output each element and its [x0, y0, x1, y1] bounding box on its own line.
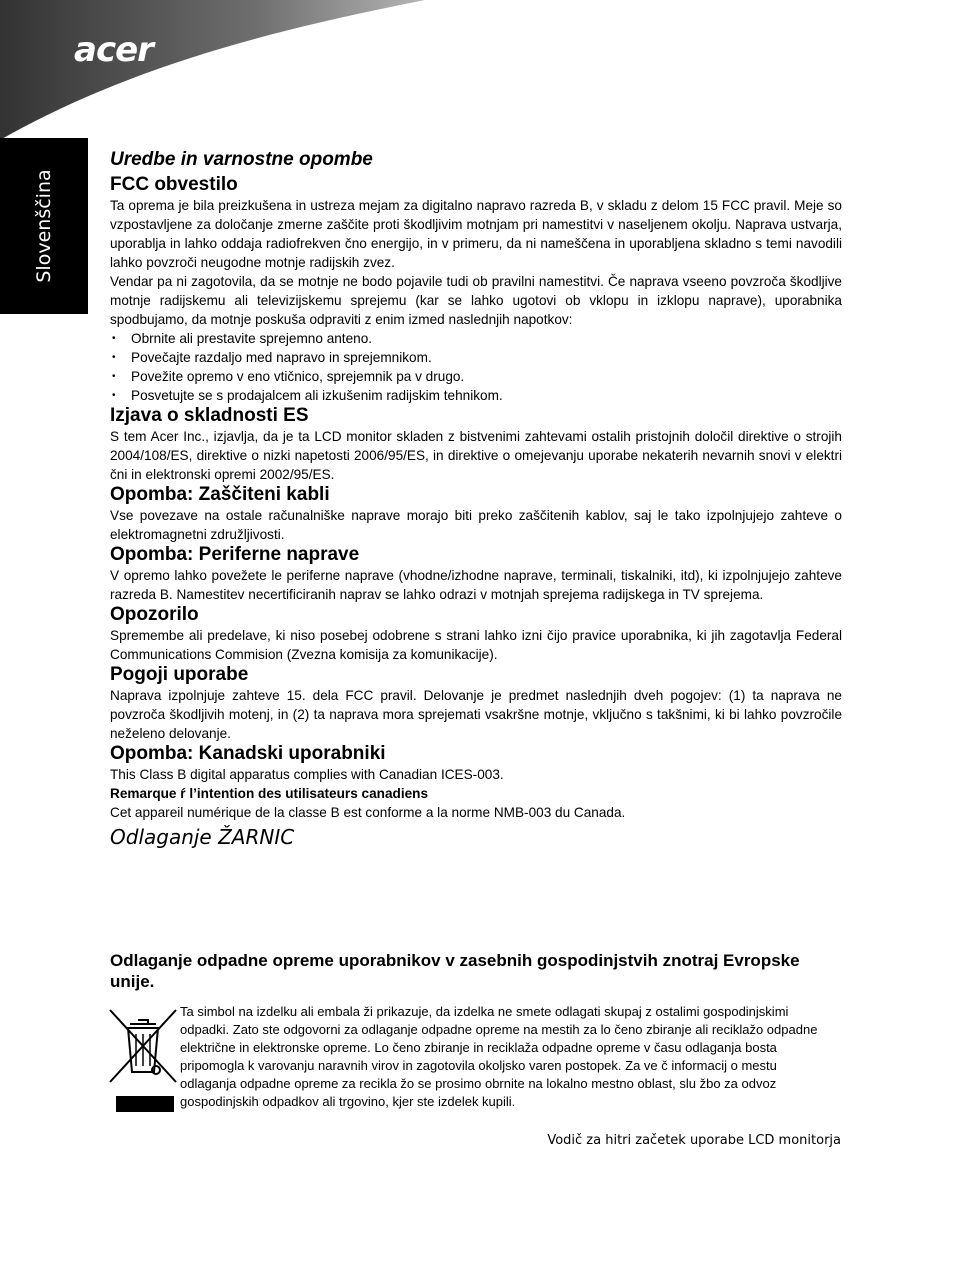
language-side-tab	[0, 138, 88, 314]
list-item: • Posvetujte se s prodajalcem ali izkušenim radijskim tehnikom.	[110, 386, 842, 405]
shielded-cables-heading: Opomba: Zaščiteni kabli	[110, 484, 330, 505]
peripheral-heading: Opomba: Periferne naprave	[110, 544, 360, 565]
header-swoosh	[0, 0, 954, 160]
fcc-paragraph-2: Vendar pa ni zagotovila, da se motnje ne bodo pojavile tudi ob pravilni namestitvi. Če naprava vseeno povzroča škodljive motnje radijskemu ali televizijskemu sprejemu (kar se lahko ugotovi ob vklopu in izklopu naprave), uporabnika spodbujamo, da motnje poskuša odpraviti z enim izmed naslednjih napotkov:	[110, 274, 842, 327]
warning-paragraph: Spremembe ali predelave, ki niso posebej odobrene s strani lahko izni čijo pravice uporabnika, ki jih zagotavlja Federal Communications Commision (Zvezna komisija za komunikacije).	[110, 628, 842, 662]
list-item: • Povečajte razdaljo med napravo in sprejemnikom.	[110, 348, 842, 367]
canada-heading: Opomba: Kanadski uporabniki	[110, 743, 386, 764]
fcc-heading: FCC obvestilo	[110, 174, 238, 195]
list-item: • Povežite opremo v eno vtičnico, sprejemnik pa v drugo.	[110, 367, 842, 386]
terms-heading: Pogoji uporabe	[110, 664, 249, 685]
weee-black-bar	[116, 1096, 174, 1112]
crossed-out-wheelie-bin-icon	[108, 1006, 178, 1118]
fcc-bullet-list	[110, 329, 842, 405]
language-label: Slovenščina	[33, 169, 55, 283]
footer-text: Vodič za hitri začetek uporabe LCD monitorja	[547, 1133, 841, 1148]
list-item: • Obrnite ali prestavite sprejemno anteno.	[110, 329, 842, 348]
canada-line-1: This Class B digital apparatus complies with Canadian ICES-003.	[110, 767, 504, 782]
lamp-disposal-title: Odlaganje ŽARNIC	[110, 825, 295, 849]
terms-paragraph: Naprava izpolnjuje zahteve 15. dela FCC pravil. Delovanje je predmet naslednjih dveh pogojev: (1) ta naprava ne povzroča škodljivih motenj, in (2) ta naprava mora sprejemati vsakršne motnje, vključno s takšnimi, ki bi lahko povzročile neželeno delovanje.	[110, 688, 842, 741]
warning-heading: Opozorilo	[110, 604, 199, 625]
weee-heading: Odlaganje odpadne opreme uporabnikov v zasebnih gospodinjstvih znotraj Evropske unije.	[110, 951, 800, 991]
shielded-cables-paragraph: Vse povezave na ostale računalniške naprave morajo biti preko zaščitenih kablov, saj le tako izpolnjujejo zahteve o elektromagnetni združljivosti.	[110, 508, 842, 542]
canada-remark: Remarque ŕ l’intention des utilisateurs canadiens	[110, 786, 429, 801]
page-title: Uredbe in varnostne opombe	[110, 149, 373, 170]
es-heading: Izjava o skladnosti ES	[110, 405, 309, 426]
main-content	[110, 148, 842, 850]
weee-paragraph: Ta simbol na izdelku ali embala ži prikazuje, da izdelka ne smete odlagati skupaj z ostalimi gospodinjskimi odpadki. Zato ste odgovorni za odlaganje odpadne opreme na mestih za lo čeno zbiranje ali reciklažo odpadne električne in elektronske opreme. Lo čeno zbiranje in reciklaža odpadne opreme v času odlaganja bosta pripomogla k varovanju naravnih virov in zagotovila okoljsko varen postopek. Za ve č informacij o mestu odlaganja odpadne opreme za recikla žo se prosimo obrnite na lokalno mestno oblast, slu žbo za odvoz gospodinjskih odpadkov ali trgovino, kjer ste izdelek kupili.	[180, 1004, 818, 1109]
peripheral-paragraph: V opremo lahko povežete le periferne naprave (vhodne/izhodne naprave, terminali, tiskalniki, itd), ki izpolnjujejo zahteve razreda B. Namestitev necertificiranih naprav se lahko odrazi v motnjah sprejema radijskega in TV sprejema.	[110, 568, 842, 602]
fcc-paragraph-1: Ta oprema je bila preizkušena in ustreza mejam za digitalno napravo razreda B, v skladu z delom 15 FCC pravil. Meje so vzpostavljene za določanje zmerne zaščite proti škodljivim motnjam pri namestitvi v naseljenem okolju. Naprava ustvarja, uporablja in lahko oddaja radiofrekven čno energijo, in v primeru, da ni nameščena in uporabljena skladno s temi navodili lahko povzroči neugodne motnje radijskih zvez.	[110, 198, 842, 270]
es-paragraph: S tem Acer Inc., izjavlja, da je ta LCD monitor skladen z bistvenimi zahtevami ostalih pristojnih določil direktive o strojih 2004/108/ES, direktive o nizki napetosti 2006/95/ES, in direktive o omejevanju uporabe nekaterih nevarnih snovi v elektri čni in elektronski opremi 2002/95/ES.	[110, 429, 842, 482]
acer-logo: acer	[74, 30, 153, 70]
canada-line-2: Cet appareil numérique de la classe B est conforme a la norme NMB-003 du Canada.	[110, 805, 626, 820]
